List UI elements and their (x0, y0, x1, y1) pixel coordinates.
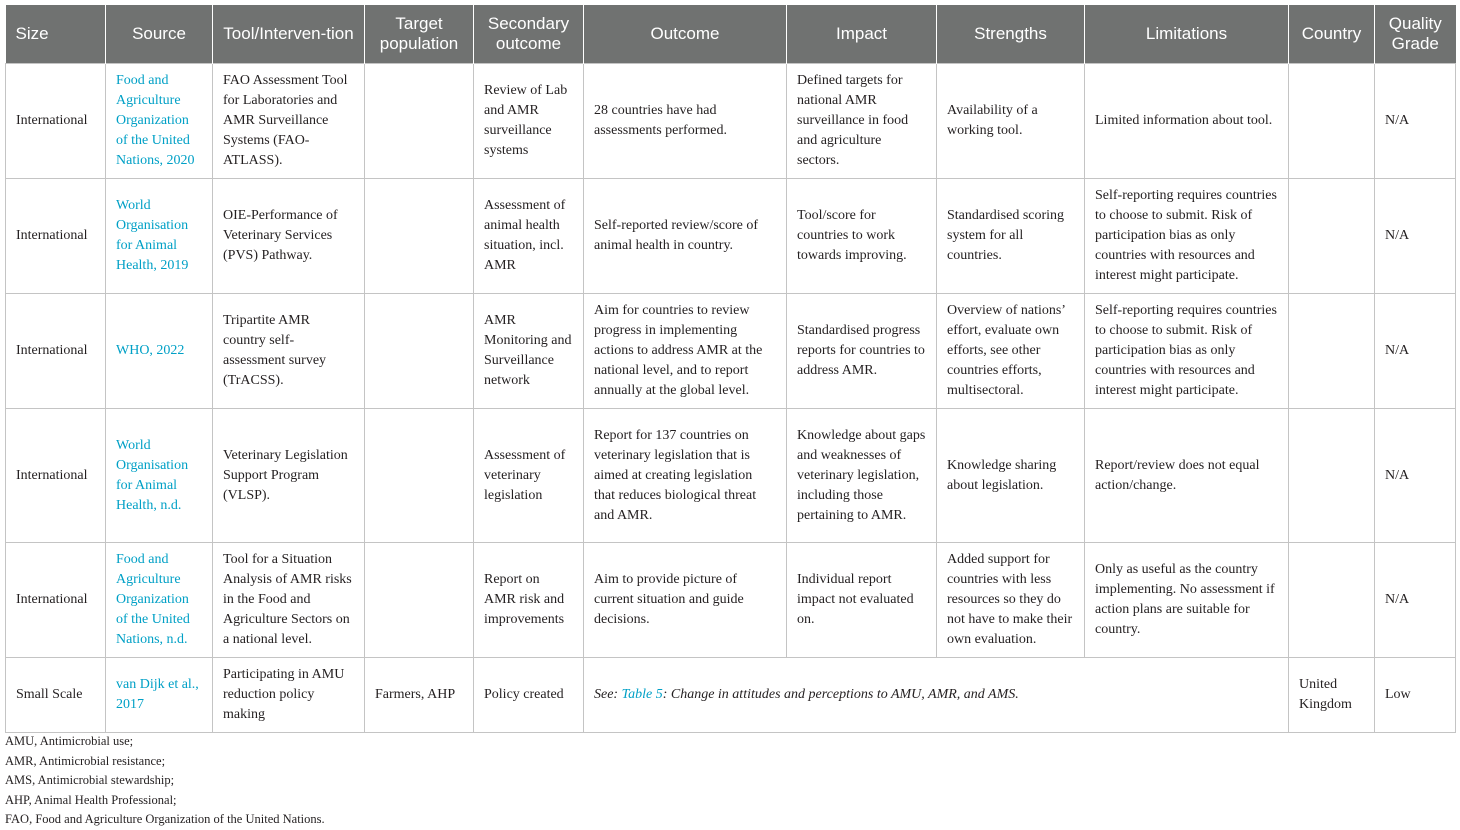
source-link[interactable]: World Organisation for Animal Health, 2019 (106, 179, 213, 294)
source-link[interactable]: World Organisation for Animal Health, n.d. (106, 409, 213, 543)
header-cell: Limitations (1085, 5, 1289, 64)
strengths-cell: Knowledge sharing about legislation. (937, 409, 1085, 543)
header-cell: Source (106, 5, 213, 64)
secondary-outcome-cell: Review of Lab and AMR surveillance systems (474, 64, 584, 179)
limitations-cell: Self-reporting requires countries to choose to submit. Risk of participation bias as only countries with resources and interest might participate. (1085, 179, 1289, 294)
header-cell: Impact (787, 5, 937, 64)
source-link[interactable]: Food and Agriculture Organization of the United Nations, 2020 (106, 64, 213, 179)
quality-grade-cell: N/A (1375, 294, 1456, 409)
tool-cell: FAO Assessment Tool for Laboratories and AMR Surveillance Systems (FAO-ATLASS). (213, 64, 365, 179)
results-table (5, 5, 1456, 733)
limitations-cell: Self-reporting requires countries to choose to submit. Risk of participation bias as only countries with resources and interest might participate. (1085, 294, 1289, 409)
table-row (6, 658, 1456, 733)
target-cell (365, 409, 474, 543)
country-cell: United Kingdom (1289, 658, 1375, 733)
target-cell (365, 179, 474, 294)
country-cell (1289, 179, 1375, 294)
see-description: : Change in attitudes and perceptions to AMU, AMR, and AMS. (662, 687, 1019, 702)
secondary-outcome-cell: Assessment of animal health situation, incl. AMR (474, 179, 584, 294)
table-row (6, 409, 1456, 543)
strengths-cell: Overview of nations’ effort, evaluate own efforts, see other countries efforts, multisectoral. (937, 294, 1085, 409)
limitations-cell: Only as useful as the country implementing. No assessment if action plans are suitable for country. (1085, 543, 1289, 658)
table-row (6, 179, 1456, 294)
quality-grade-cell: N/A (1375, 409, 1456, 543)
limitations-cell: Limited information about tool. (1085, 64, 1289, 179)
footnote: AMU, Antimicrobial use; (5, 734, 134, 748)
quality-grade-cell: Low (1375, 658, 1456, 733)
size-cell: International (6, 179, 106, 294)
header-cell: Secondary outcome (474, 5, 584, 64)
table-footnotes (5, 732, 325, 830)
size-cell: Small Scale (6, 658, 106, 733)
secondary-outcome-cell: AMR Monitoring and Surveillance network (474, 294, 584, 409)
footnote: AMS, Antimicrobial stewardship; (5, 773, 175, 787)
size-cell: International (6, 64, 106, 179)
size-cell: International (6, 543, 106, 658)
target-cell (365, 543, 474, 658)
table-row (6, 64, 1456, 179)
secondary-outcome-cell: Assessment of veterinary legislation (474, 409, 584, 543)
impact-cell: Tool/score for countries to work towards improving. (787, 179, 937, 294)
footnote: AMR, Antimicrobial resistance; (5, 753, 166, 768)
outcome-cell: Aim to provide picture of current situation and guide decisions. (584, 543, 787, 658)
secondary-outcome-cell: Policy created (474, 658, 584, 733)
outcome-cell: 28 countries have had assessments performed. (584, 64, 787, 179)
target-cell: Farmers, AHP (365, 658, 474, 733)
impact-cell: Individual report impact not evaluated on. (787, 543, 937, 658)
see-reference-cell (584, 658, 1289, 733)
tool-cell: Participating in AMU reduction policy making (213, 658, 365, 733)
impact-cell: Standardised progress reports for countries to address AMR. (787, 294, 937, 409)
header-cell: Country (1289, 5, 1375, 64)
see-prefix: See: (594, 687, 622, 702)
outcome-cell: Report for 137 countries on veterinary legislation that is aimed at creating legislation that reduces biological threat and AMR. (584, 409, 787, 543)
header-cell: Tool/Interven-tion (213, 5, 365, 64)
tool-cell: Veterinary Legislation Support Program (VLSP). (213, 409, 365, 543)
strengths-cell: Standardised scoring system for all countries. (937, 179, 1085, 294)
table-5-link[interactable]: Table 5 (621, 687, 663, 702)
outcome-cell: Self-reported review/score of animal health in country. (584, 179, 787, 294)
quality-grade-cell: N/A (1375, 543, 1456, 658)
size-cell: International (6, 409, 106, 543)
strengths-cell: Added support for countries with less resources so they do not have to make their own evaluation. (937, 543, 1085, 658)
size-cell: International (6, 294, 106, 409)
source-link[interactable]: WHO, 2022 (106, 294, 213, 409)
limitations-cell: Report/review does not equal action/change. (1085, 409, 1289, 543)
quality-grade-cell: N/A (1375, 64, 1456, 179)
header-cell: Outcome (584, 5, 787, 64)
tool-cell: Tool for a Situation Analysis of AMR risks in the Food and Agriculture Sectors on a national level. (213, 543, 365, 658)
secondary-outcome-cell: Report on AMR risk and improvements (474, 543, 584, 658)
source-link[interactable]: Food and Agriculture Organization of the United Nations, n.d. (106, 543, 213, 658)
target-cell (365, 294, 474, 409)
quality-grade-cell: N/A (1375, 179, 1456, 294)
header-row (6, 5, 1456, 64)
table-row (6, 294, 1456, 409)
country-cell (1289, 294, 1375, 409)
outcome-cell: Aim for countries to review progress in implementing actions to address AMR at the national level, and to report annually at the global level. (584, 294, 787, 409)
header-cell: Strengths (937, 5, 1085, 64)
target-cell (365, 64, 474, 179)
header-cell: Size (6, 5, 106, 64)
impact-cell: Knowledge about gaps and weaknesses of veterinary legislation, including those pertaining to AMR. (787, 409, 937, 543)
header-cell: Quality Grade (1375, 5, 1456, 64)
impact-cell: Defined targets for national AMR surveillance in food and agriculture sectors. (787, 64, 937, 179)
tool-cell: Tripartite AMR country self-assessment survey (TrACSS). (213, 294, 365, 409)
country-cell (1289, 409, 1375, 543)
table-row (6, 543, 1456, 658)
header-cell: Target population (365, 5, 474, 64)
strengths-cell: Availability of a working tool. (937, 64, 1085, 179)
tool-cell: OIE-Performance of Veterinary Services (PVS) Pathway. (213, 179, 365, 294)
footnote: AHP, Animal Health Professional; (5, 792, 177, 807)
footnote: FAO, Food and Agriculture Organization of the United Nations. (5, 812, 325, 826)
country-cell (1289, 543, 1375, 658)
country-cell (1289, 64, 1375, 179)
source-link[interactable]: van Dijk et al., 2017 (106, 658, 213, 733)
